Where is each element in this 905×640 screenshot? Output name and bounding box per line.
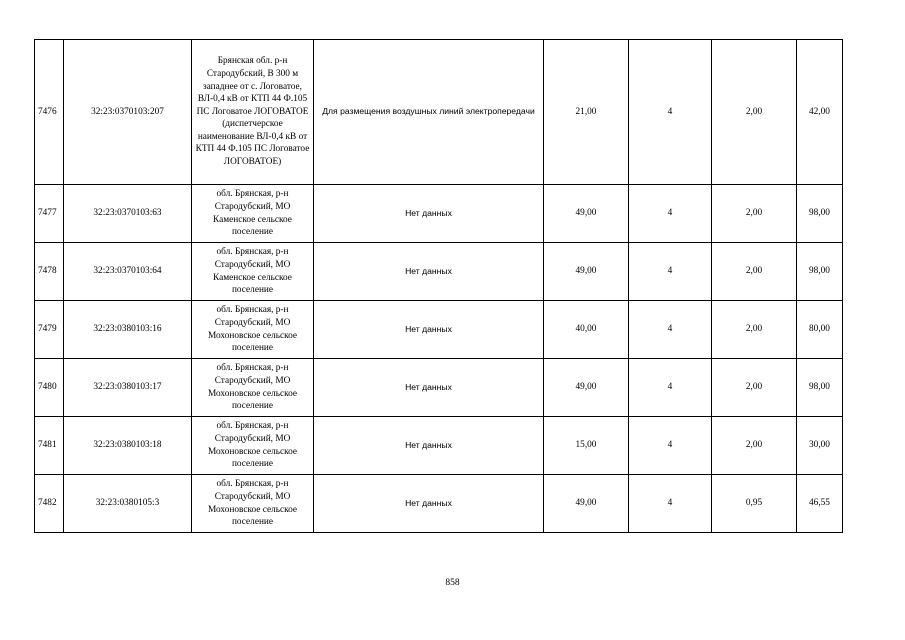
land-plots-table	[34, 39, 843, 533]
cadastral-number: 32:23:0370103:63	[64, 185, 192, 243]
area: 49,00	[544, 185, 629, 243]
cadastral-number: 32:23:0380105:3	[64, 475, 192, 533]
column-6: 4	[629, 417, 712, 475]
area: 49,00	[544, 243, 629, 301]
area: 49,00	[544, 359, 629, 417]
table-row	[35, 243, 843, 301]
purpose: Нет данных	[314, 185, 544, 243]
total: 98,00	[797, 243, 843, 301]
row-number: 7480	[35, 359, 64, 417]
cadastral-number: 32:23:0380103:17	[64, 359, 192, 417]
table-row	[35, 301, 843, 359]
rate: 2,00	[712, 417, 797, 475]
row-number: 7481	[35, 417, 64, 475]
rate: 2,00	[712, 185, 797, 243]
total: 46,55	[797, 475, 843, 533]
table-row	[35, 40, 843, 185]
row-number: 7482	[35, 475, 64, 533]
rate: 2,00	[712, 301, 797, 359]
table-body	[35, 40, 843, 533]
rate: 2,00	[712, 243, 797, 301]
address: обл. Брянская, р-н Стародубский, МО Мохоновское сельское поселение	[192, 359, 314, 417]
purpose: Нет данных	[314, 417, 544, 475]
cadastral-number: 32:23:0380103:16	[64, 301, 192, 359]
table-row	[35, 417, 843, 475]
column-6: 4	[629, 301, 712, 359]
table-row	[35, 359, 843, 417]
row-number: 7476	[35, 40, 64, 185]
cadastral-number: 32:23:0380103:18	[64, 417, 192, 475]
purpose: Нет данных	[314, 475, 544, 533]
purpose: Для размещения воздушных линий электропередачи	[314, 40, 544, 185]
column-6: 4	[629, 359, 712, 417]
total: 98,00	[797, 185, 843, 243]
rate: 2,00	[712, 40, 797, 185]
cadastral-number: 32:23:0370103:207	[64, 40, 192, 185]
address: обл. Брянская, р-н Стародубский, МО Мохоновское сельское поселение	[192, 475, 314, 533]
table-row	[35, 475, 843, 533]
address: обл. Брянская, р-н Стародубский, МО Каменское сельское поселение	[192, 185, 314, 243]
row-number: 7479	[35, 301, 64, 359]
address: Брянская обл. р-н Стародубский, В 300 м западнее от с. Логоватое, ВЛ-0,4 кВ от КТП 44 Ф.105 ПС Логоватое ЛОГОВАТОЕ (диспетчерское наименование ВЛ-0,4 кВ от КТП 44 Ф.105 ПС Логоватое ЛОГОВАТОЕ)	[192, 40, 314, 185]
area: 15,00	[544, 417, 629, 475]
purpose: Нет данных	[314, 359, 544, 417]
rate: 0,95	[712, 475, 797, 533]
cadastral-number: 32:23:0370103:64	[64, 243, 192, 301]
column-6: 4	[629, 475, 712, 533]
column-6: 4	[629, 40, 712, 185]
total: 80,00	[797, 301, 843, 359]
address: обл. Брянская, р-н Стародубский, МО Каменское сельское поселение	[192, 243, 314, 301]
address: обл. Брянская, р-н Стародубский, МО Мохоновское сельское поселение	[192, 301, 314, 359]
column-6: 4	[629, 185, 712, 243]
row-number: 7478	[35, 243, 64, 301]
row-number: 7477	[35, 185, 64, 243]
table-row	[35, 185, 843, 243]
rate: 2,00	[712, 359, 797, 417]
purpose: Нет данных	[314, 301, 544, 359]
address: обл. Брянская, р-н Стародубский, МО Мохоновское сельское поселение	[192, 417, 314, 475]
total: 42,00	[797, 40, 843, 185]
total: 30,00	[797, 417, 843, 475]
page-number: 858	[445, 578, 460, 588]
area: 40,00	[544, 301, 629, 359]
column-6: 4	[629, 243, 712, 301]
total: 98,00	[797, 359, 843, 417]
purpose: Нет данных	[314, 243, 544, 301]
area: 49,00	[544, 475, 629, 533]
area: 21,00	[544, 40, 629, 185]
